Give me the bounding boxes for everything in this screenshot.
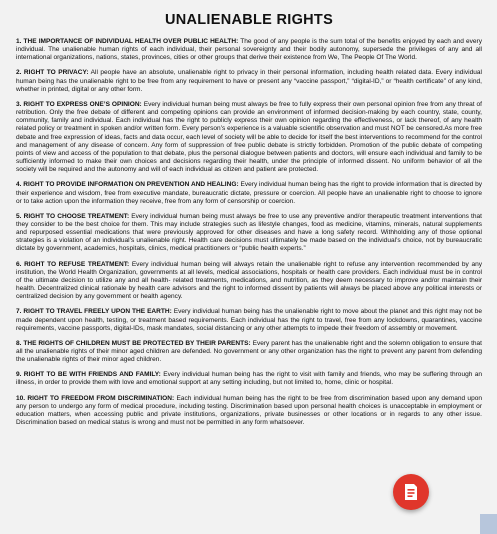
document-lines-icon	[401, 482, 421, 502]
section-heading: 8. THE RIGHTS OF CHILDREN MUST BE PROTECTED BY THEIR PARENTS:	[16, 339, 251, 347]
section-4	[16, 181, 482, 205]
corner-widget	[480, 514, 497, 534]
document-action-button[interactable]	[393, 474, 429, 510]
section-heading: 5. RIGHT TO CHOOSE TREATMENT:	[16, 212, 130, 220]
section-heading: 2. RIGHT TO PRIVACY:	[16, 69, 89, 77]
page-title: UNALIENABLE RIGHTS	[164, 12, 334, 28]
section-3	[16, 101, 482, 174]
section-body: Every individual human being has the right to provide information that is directed by their experience and wisdom, free from executive mandate, bureaucratic dictate, pressure or coercion. All people have an unalienable right to choose to ignore or to take action upon the information they receive, free from any form of censorship or coercion.	[16, 181, 483, 205]
section-body: Every individual human being has the right to visit with family and friends, who may be suffering through an illness, in order to provide them with love and emotional support at any setting including, but not limited to, home, clinic or hospital.	[16, 371, 482, 387]
section-2	[16, 69, 482, 93]
section-body: All people have an absolute, unalienable right to privacy in their personal information, including health related data. Every individual human being has the unalienable right to be free from any requirement to have or present any “vaccine passport,” “digital-ID,” or “health certificate” of any kind, whether in printed, digital or any other form.	[16, 69, 482, 93]
section-5	[16, 213, 482, 254]
section-1	[16, 38, 482, 62]
section-7	[16, 308, 482, 332]
section-heading: 10. RIGHT TO FREEDOM FROM DISCRIMINATION:	[16, 394, 175, 402]
section-heading: 3. RIGHT TO EXPRESS ONE’S OPINION:	[16, 100, 142, 108]
section-body: Every individual human being must always be free to fully express their own personal opinion free from any threat of retribution. Only the free debate of different and competing opinions can provide an environment of informed decision-making by each country, state, county, community, family and individual. Each individual has the right to publicly express their own opinion regarding the effectiveness, or lack thereof, of any health related policy or treatment in spoken and/or written form. Every person’s experience is a valuable scientific observation and must NOT be censored.As more free debate and free expression of ideas, facts and data occur, each level of society will be able to decide for itself the best interventions to recommend for the control and management of any disease of concern. Any form of suppression of free public debate is strictly forbidden. Promotion of the public debate of competing points of view and access of the population to that debate, plus the personal dialogue between patients and doctors, will ensure each individual and family to be sufficiently informed to make their own choices and decisions regarding their health, under the principle of informed dissent. No uniform behavior of all the society will be required and the autonomy and will of each individual as citizen and patient are protected.	[16, 100, 482, 174]
section-heading: 7. RIGHT TO TRAVEL FREELY UPON THE EARTH:	[16, 308, 172, 316]
section-body: The good of any people is the sum total of the benefits enjoyed by each and every individual. The unalienable human rights of each individual, their personal sovereignty and their bodily autonomy, supersede the privileges of any and all international organizations, nations, states, provinces, cities or other groups that derive their existence from We, The People Of The World.	[16, 38, 483, 62]
section-heading: 1. THE IMPORTANCE OF INDIVIDUAL HEALTH OVER PUBLIC HEALTH:	[16, 38, 239, 45]
section-heading: 6. RIGHT TO REFUSE TREATMENT:	[16, 260, 130, 268]
section-9	[16, 371, 482, 387]
section-10	[16, 395, 482, 428]
section-body: Each individual human being has the right to be free from discrimination based upon any demand upon any person to undergo any form of medical procedure, including testing. Discrimination based upon personal health choices is unacceptable in employment or education matters, when accessing public and private institutions, organizations, private businesses or other locations or in regards to any other issue. Discrimination based on medical status is wrong and must not be permitted in any form whatsoever.	[16, 394, 482, 427]
section-8	[16, 340, 482, 364]
section-heading: 4. RIGHT TO PROVIDE INFORMATION ON PREVENTION AND HEALING:	[16, 181, 239, 189]
section-body: Every individual human being must always be free to use any preventive and/or therapeutic treatment interventions that they consider to be the best choice for them. This may include strategies such as lifestyle changes, food as medicine, vitamins, minerals, natural supplements and repurposed essential medications that were previously approved for other diseases and have a long safety record. Withholding any of those optional strategies is a violation of an individual’s unalienable right. Health care decisions must ultimately be made based on the individual’s choice, not by bureaucratic dictate by government, academics, hospitals, clinics, medical practitioners or “public health experts.”	[16, 212, 482, 253]
section-body: Every parent has the unalienable right and the solemn obligation to ensure that all the unalienable rights of their minor aged children are defended. No government or any other organization has the right to prevent any parent from defending the unalienable rights of their minor aged children.	[16, 339, 482, 364]
section-6	[16, 261, 482, 302]
section-body: Every individual human being will always retain the unalienable right to refuse any intervention recommended by any institution, the World Health Organization, governments at all levels, medical associations, hospitals or health care providers. Each individual must be in control of the ultimate decision to utilize any and all health- related treatments, medications, and nutrition, as they deem necessary to improve and/or maintain their health. Decentralized clinical rationale by health care advisors and the right to informed dissent by patients will always be placed above any political interests or centralized decision by any government or health agency.	[16, 260, 483, 301]
section-body: Every individual human being has the unalienable right to move about the planet and this right may not be made dependent upon health, testing, or treatment based requirements. Each individual has the right to travel, free from any lockdowns, quarantines, vaccine requirements, vaccine passports, digital-IDs, mask mandates, social distancing or any other attempts to impede their freedom of assembly or movement.	[16, 308, 483, 332]
section-heading: 9. RIGHT TO BE WITH FRIENDS AND FAMILY:	[16, 371, 161, 379]
